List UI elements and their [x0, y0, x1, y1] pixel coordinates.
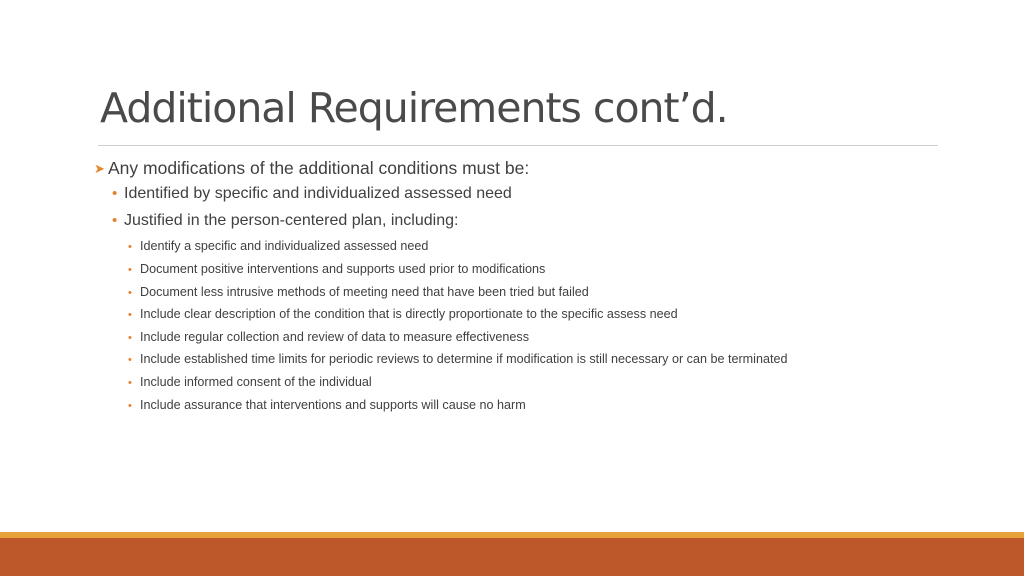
main-bullet [94, 158, 529, 179]
dot-bullet-icon: • [112, 185, 118, 202]
detail-bullet-text: Document positive interventions and supports used prior to modifications [140, 262, 546, 276]
sub-bullet [112, 185, 512, 203]
detail-bullet [128, 375, 372, 389]
dot-bullet-icon: • [128, 400, 132, 412]
detail-bullet-text: Include clear description of the condition that is directly proportionate to the specific assess need [140, 307, 678, 321]
dot-bullet-icon: • [112, 212, 118, 229]
detail-bullet [128, 239, 428, 253]
sub-bullet-text: Justified in the person-centered plan, including: [124, 212, 459, 229]
slide-title: Additional Requirements cont’d. [100, 84, 728, 132]
sub-bullet-text: Identified by specific and individualized assessed need [124, 185, 512, 202]
dot-bullet-icon: • [128, 309, 132, 321]
footer-band [0, 538, 1024, 576]
main-bullet-text: Any modifications of the additional conditions must be: [108, 158, 530, 178]
arrowhead-bullet-icon: ➤ [94, 161, 105, 176]
detail-bullet [128, 262, 545, 276]
detail-bullet [128, 285, 589, 299]
detail-bullet-text: Include assurance that interventions and supports will cause no harm [140, 398, 526, 412]
dot-bullet-icon: • [128, 241, 132, 253]
title-divider [98, 145, 938, 146]
detail-bullet [128, 398, 526, 412]
dot-bullet-icon: • [128, 354, 132, 366]
dot-bullet-icon: • [128, 287, 132, 299]
detail-bullet-text: Identify a specific and individualized assessed need [140, 239, 429, 253]
detail-bullet-text: Include informed consent of the individual [140, 375, 372, 389]
detail-bullet [128, 307, 678, 321]
detail-bullet [128, 352, 787, 366]
detail-bullet-text: Include regular collection and review of data to measure effectiveness [140, 330, 529, 344]
detail-bullet-text: Document less intrusive methods of meeting need that have been tried but failed [140, 285, 589, 299]
detail-bullet-text: Include established time limits for periodic reviews to determine if modification is still necessary or can be terminated [140, 352, 788, 366]
sub-bullet [112, 212, 458, 230]
dot-bullet-icon: • [128, 332, 132, 344]
detail-bullet [128, 330, 529, 344]
dot-bullet-icon: • [128, 264, 132, 276]
dot-bullet-icon: • [128, 377, 132, 389]
